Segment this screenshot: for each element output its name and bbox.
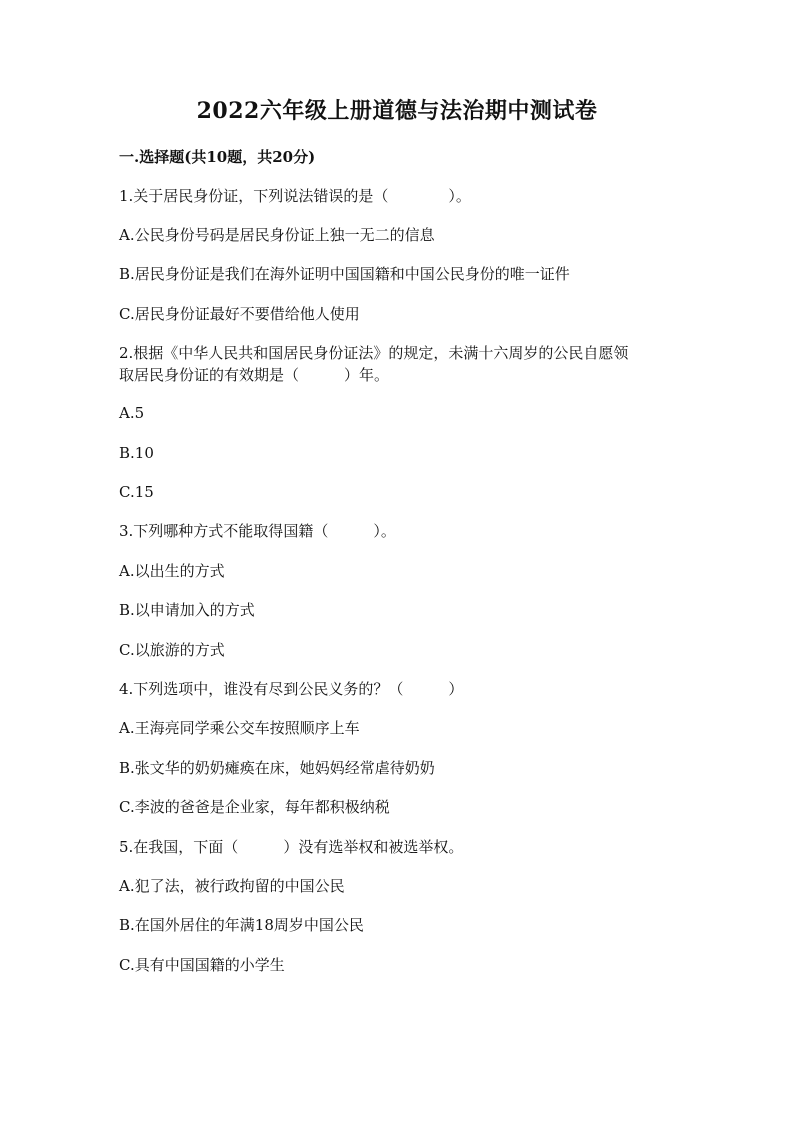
question-4-option-b: B.张文华的奶奶瘫痪在床，她妈妈经常虐待奶奶	[119, 759, 435, 777]
question-5-option-a: A.犯了法，被行政拘留的中国公民	[119, 877, 345, 895]
document-title: 2022六年级上册道德与法治期中测试卷	[196, 98, 598, 124]
question-3-stem: 3.下列哪种方式不能取得国籍（ ）。	[119, 522, 396, 540]
question-2-option-a: A.5	[119, 404, 145, 422]
question-3-option-b: B.以申请加入的方式	[119, 601, 255, 619]
question-3-option-c: C.以旅游的方式	[119, 641, 225, 659]
question-5-option-b: B.在国外居住的年满18周岁中国公民	[119, 916, 364, 934]
section-heading: 一.选择题(共10题，共20分)	[119, 148, 316, 166]
question-2-stem-line-1: 2.根据《中华人民共和国居民身份证法》的规定，未满十六周岁的公民自愿领	[119, 344, 629, 362]
question-5-stem: 5.在我国，下面（ ）没有选举权和被选举权。	[119, 838, 464, 856]
question-4-option-a: A.王海亮同学乘公交车按照顺序上车	[119, 719, 360, 737]
question-1-option-c: C.居民身份证最好不要借给他人使用	[119, 305, 360, 323]
question-2-stem-line-2: 取居民身份证的有效期是（ ）年。	[119, 366, 390, 384]
question-2-option-b: B.10	[119, 444, 154, 462]
question-1-option-a: A.公民身份号码是居民身份证上独一无二的信息	[119, 226, 435, 244]
question-3-option-a: A.以出生的方式	[119, 562, 225, 580]
question-4-stem: 4.下列选项中，谁没有尽到公民义务的？（ ）	[119, 680, 464, 698]
question-5-option-c: C.具有中国国籍的小学生	[119, 956, 285, 974]
question-1-stem: 1.关于居民身份证，下列说法错误的是（ ）。	[119, 187, 471, 205]
question-2-option-c: C.15	[119, 483, 154, 501]
question-2-stem	[119, 342, 679, 386]
question-4-option-c: C.李波的爸爸是企业家，每年都积极纳税	[119, 798, 390, 816]
question-1-option-b: B.居民身份证是我们在海外证明中国国籍和中国公民身份的唯一证件	[119, 265, 570, 283]
